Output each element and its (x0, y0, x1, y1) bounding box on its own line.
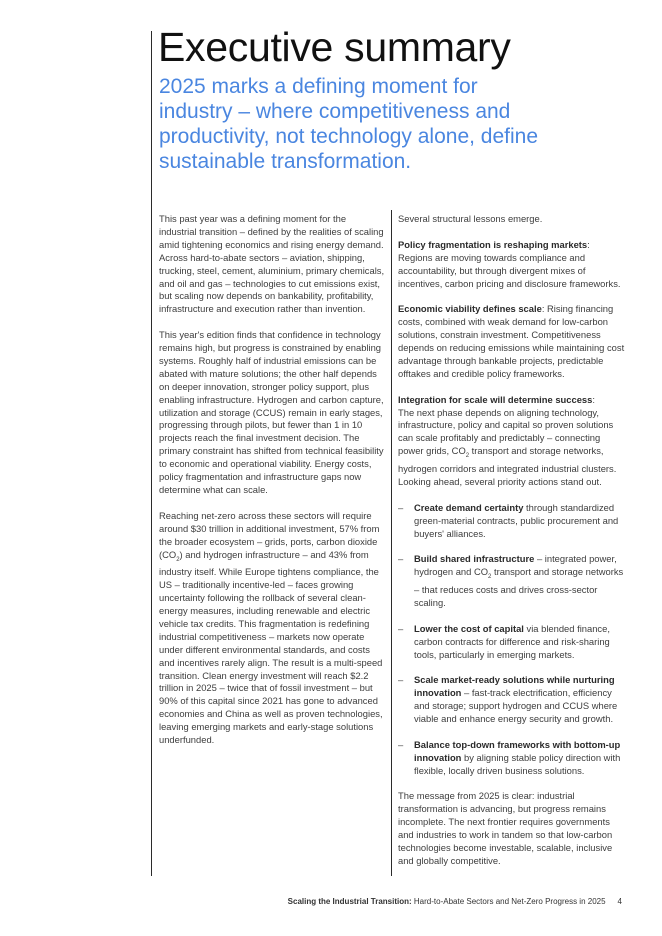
paragraph-confidence: This year's edition finds that confidence in technology remains high, but progress is constrained by enabling systems. Roughly half of industrial emissions can be abated with mature solutions; the other half depends on deeper innovation, stronger policy support, plus enabling infrastructure. Hydrogen and carbon capture, utilization and storage (CCUS) remain in early stages, progressing through pilots, but fewer than 1 in 10 projects reach the final investment decision. The primary constraint has shifted from technical feasibility to economic and operational viability. Energy costs, policy fragmentation and infrastructure gaps now determine what can scale. (159, 329, 384, 496)
paragraph-closing-message: The message from 2025 is clear: industrial transformation is advancing, but progress remains incomplete. The next frontier requires governments and industries to work in tandem so that low-carbon technologies become investable, scalable, inclusive and globally competitive. (398, 790, 613, 867)
list-item-text: through standardized green-material contracts, public procurement and buyers' alliances. (414, 501, 619, 539)
page-number: 4 (617, 897, 622, 906)
list-item-text: – integrated power, hydrogen and CO (414, 553, 617, 578)
dash-bullet: – (398, 738, 404, 750)
subscript: 2 (465, 453, 470, 460)
section-heading: Economic viability defines scale (398, 303, 542, 315)
section-heading: Policy fragmentation is reshaping markets (398, 238, 588, 250)
paragraph-lessons-intro: Several structural lessons emerge. (398, 213, 543, 224)
subscript: 2 (488, 574, 492, 581)
paragraph-text: ) and hydrogen infrastructure – and 43% from industry itself. While Europe tightens compliance, the US – traditionally incentive-led – faces growing uncertainty following the rollback of several clean-energy measures, including renewable and electric vehicle tax credits. This fragmentation is redefining industrial competitiveness – markets now operate under different environmental standards, and costs and incentives rarely align. The result is a multi-speed transition. Clean energy investment will reach $2.2 trillion in 2025 – twice that of fossil investment – but 90% of this capital since 2021 has gone to advanced economies and China as well as proven technologies, leaving emerging markets and early-stage solutions underfunded. (159, 548, 383, 746)
right-column (398, 213, 626, 881)
paragraph-defining-year: This past year was a defining moment for the industrial transition – defined by the realities of scaling amid tightening economics and rising energy demand. Across hard-to-abate sectors – aviation, shipping, trucking, steel, cement, aluminium, primary chemicals, and oil and gas – technologies to cut emissions exist, but scaling now depends on bankability, profitability, infrastructure and execution rather than invention. (159, 213, 385, 315)
column-divider-rule (391, 210, 392, 876)
left-margin-rule (151, 31, 152, 876)
report-title-rest: Hard-to-Abate Sectors and Net-Zero Progress in 2025 (411, 897, 606, 906)
list-item-heading: Create demand certainty (414, 501, 524, 513)
left-column (159, 213, 386, 760)
list-item-text: transport and storage networks – that reduces costs and drives cross-sector scaling. (414, 566, 624, 608)
paragraph-text: : Rising financing costs, combined with weak demand for low-carbon solutions, constrain investment. Competitiveness depends on reducing emissions while maintaining cost advantage through bankable projects, predictable offtakes and credible policy frameworks. (398, 303, 625, 379)
list-item (398, 674, 626, 726)
dash-bullet: – (398, 553, 404, 565)
page-subtitle: 2025 marks a defining moment for industry – where competitiveness and productivity, not technology alone, define sustainable transformation. (159, 75, 539, 173)
list-item-heading: Scale market-ready solutions while nurturing innovation (414, 674, 615, 699)
page-footer (288, 897, 622, 906)
list-item (398, 739, 626, 778)
paragraph-policy-fragmentation (398, 239, 626, 291)
paragraph-economic-viability (398, 303, 626, 380)
priority-actions-list (398, 502, 626, 778)
page-title: Executive summary (158, 24, 511, 70)
report-title-bold: Scaling the Industrial Transition: (287, 897, 412, 906)
list-item-heading: Balance top-down frameworks with bottom-up innovation (414, 738, 621, 763)
dash-bullet: – (398, 501, 404, 513)
list-item-heading: Lower the cost of capital (414, 622, 524, 634)
paragraph-text: Regions are moving towards compliance and accountability, but through divergent mixes of incentives, carbon pricing and disclosure frameworks. (398, 251, 621, 289)
list-item-heading: Build shared infrastructure (414, 553, 535, 565)
subscript: 2 (176, 556, 180, 563)
dash-bullet: – (398, 674, 404, 686)
paragraph-text: transport and storage networks, hydrogen corridors and integrated industrial clusters. Looking ahead, several priority actions stand out. (398, 445, 617, 487)
list-item-text: by aligning stable policy direction with flexible, locally driven business solutions. (414, 751, 621, 776)
list-item-text: via blended finance, carbon contracts for difference and risk-sharing tools, particularly in emerging markets. (414, 622, 610, 660)
dash-bullet: – (398, 622, 404, 634)
list-item (398, 553, 626, 610)
paragraph-net-zero-investment (159, 510, 386, 747)
paragraph-text: Reaching net-zero across these sectors will require around $30 trillion in additional investment, 57% from the broader ecosystem – grids, ports, carbon dioxide (CO (159, 509, 380, 560)
list-item-text: – fast-track electrification, efficiency and storage; support hydrogen and CCUS where viable and enhance energy security and growth. (414, 687, 618, 725)
heading-colon: : (587, 238, 590, 250)
section-heading: Integration for scale will determine success (398, 393, 593, 405)
paragraph-integration (398, 394, 626, 489)
paragraph-text: The next phase depends on aligning technology, infrastructure, policy and capital so proven solutions can scale profitably and predictably – connecting power grids, CO (398, 406, 614, 457)
list-item (398, 623, 626, 662)
list-item (398, 502, 626, 541)
heading-colon: : (592, 393, 595, 405)
